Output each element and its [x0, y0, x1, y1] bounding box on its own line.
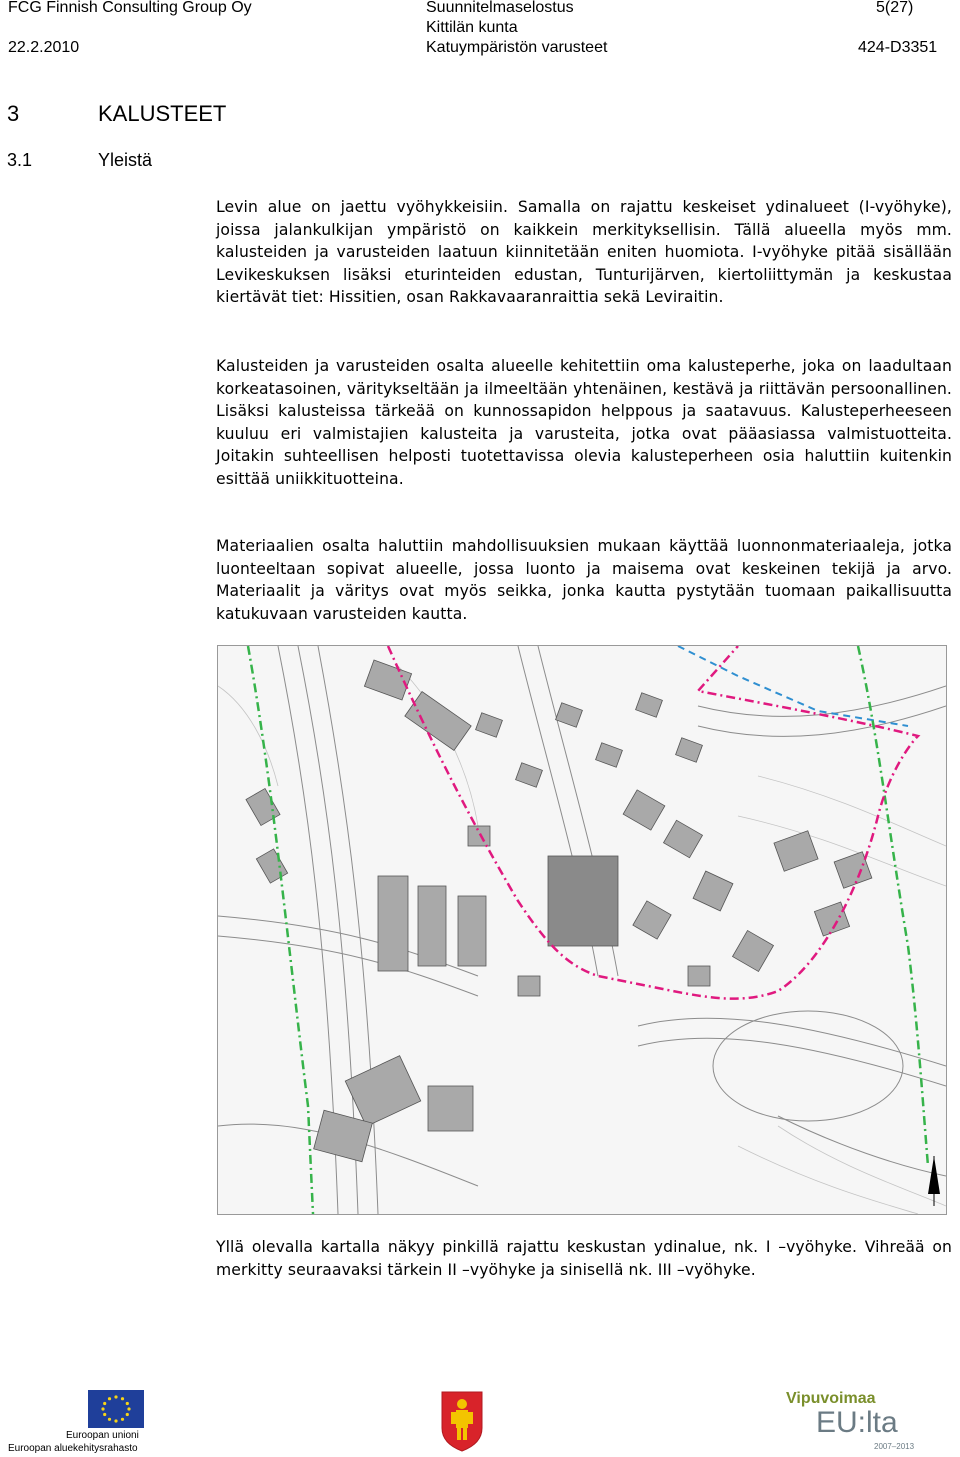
header-page-number: 5(27) — [876, 0, 914, 16]
eu-label-line1: Euroopan unioni — [66, 1430, 139, 1441]
zone-map — [217, 645, 947, 1215]
section-title: KALUSTEET — [98, 101, 227, 126]
body-paragraph-1: Levin alue on jaettu vyöhykkeisiin. Samalla on rajattu keskeiset ydinalueet (I-vyöhyke), joissa jalankulkijan ympäristö on kaikkein merkityksellisin. Tällä alueella myös mm. kalusteiden ja varusteiden laatuun kiinnitetään eniten huomiota. I-vyöhyke pitää sisällään Levikeskuksen lisäksi eturinteiden edustan, Tunturijärven, kiertoliittymän ja keskustaa kiertävät tiet: Hissitien, osan Rakkavaaranraittia sekä Leviraitin. — [216, 198, 952, 307]
header-client: Kittilän kunta — [426, 19, 518, 36]
body-paragraph-3: Materiaalien osalta haluttiin mahdollisuuksien mukaan käyttää luonnonmateriaaleja, jotka luonteeltaan sopivat alueelle, jossa luonto ja maisema ovat keskeinen tekijä ja arvo. Materiaalit ja väritys ovat myös seikka, jonka kautta pystytään tuomaan paikallisuutta katukuvaan varusteiden kautta. — [216, 537, 952, 623]
body-paragraph-2: Kalusteiden ja varusteiden osalta alueelle kehitettiin oma kalusteperhe, joka on laadultaan korkeatasoinen, väritykseltään ja ilmeeltään yhtenäinen, kestävä ja riittävän persoonallinen. Lisäksi kalusteissa tärkeää on kunnossapidon helppous ja saatavuus. Kalusteperheeseen kuuluu eri valmistajien kalusteita ja varusteita, jotka ovat pääasiassa valmistuotteita. Joitakin suhteellisen helposti tuotettavissa olevia kalusteperheen osia haluttiin kuitenkin esittää uniikkituotteina. — [216, 357, 952, 488]
subsection-number: 3.1 — [7, 150, 33, 170]
coat-of-arms-logo — [440, 1390, 484, 1452]
vipuvoimaa-label: Vipuvoimaa — [786, 1390, 876, 1407]
subsection-title: Yleistä — [98, 150, 153, 170]
header-doc-type: Suunnitelmaselostus — [426, 0, 574, 16]
header-company: FCG Finnish Consulting Group Oy — [8, 0, 252, 16]
eu-label-line2: Euroopan aluekehitysrahasto — [8, 1443, 138, 1454]
header-subject: Katuympäristön varusteet — [426, 39, 608, 56]
header-project-number: 424-D3351 — [858, 39, 938, 56]
vipuvoimaa-logo — [786, 1390, 926, 1452]
header-date: 22.2.2010 — [8, 39, 80, 56]
eu-flag-icon — [88, 1390, 144, 1428]
eu-lta-label: EU:lta — [816, 1406, 898, 1439]
program-years: 2007–2013 — [874, 1442, 915, 1451]
section-number: 3 — [7, 101, 20, 126]
zone-map-drawing — [218, 646, 946, 1214]
figure-caption: Yllä olevalla kartalla näkyy pinkillä rajattu keskustan ydinalue, nk. I –vyöhyke. Vihreää on merkitty seuraavaksi tärkein II –vyöhyke ja sinisellä nk. III –vyöhyke. — [216, 1238, 952, 1279]
eu-logo — [8, 1390, 148, 1452]
coat-of-arms-icon — [440, 1390, 484, 1452]
